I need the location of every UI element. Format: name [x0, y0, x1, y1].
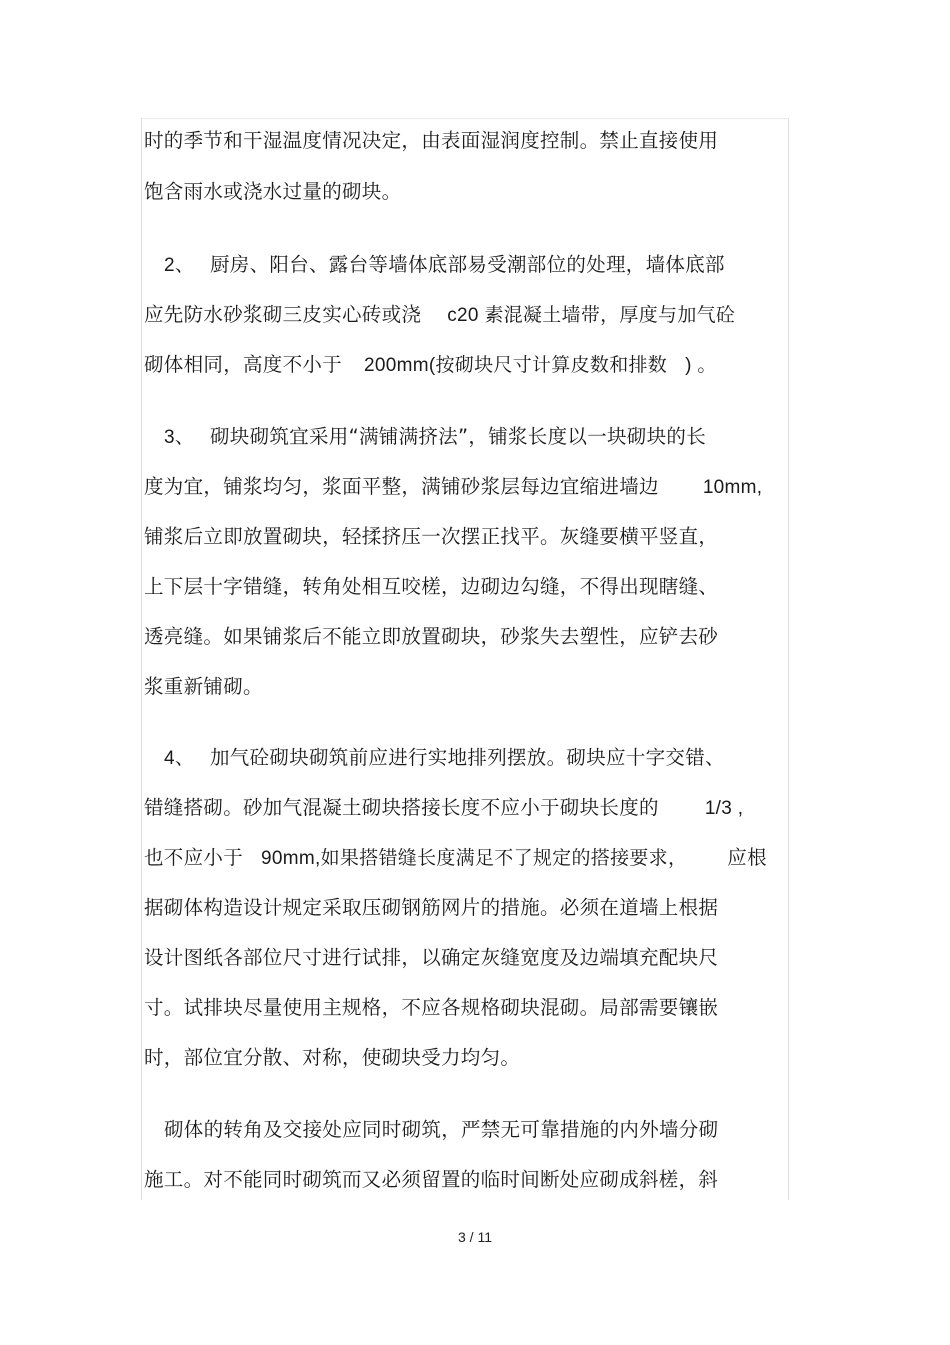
paragraph-4-line-2	[144, 791, 743, 825]
paragraph-2-text: 砌体相同，高度不小于	[144, 353, 343, 376]
paragraph-1-line-1: 时的季节和干湿温度情况决定，由表面湿润度控制。禁止直接使用	[144, 129, 719, 152]
paragraph-2-text: 200mm(按砌块尺寸计算皮数和排数	[364, 355, 668, 376]
paragraph-3-line-2	[144, 470, 762, 504]
paragraph-5-line-1: 砌体的转角及交接处应同时砌筑，严禁无可靠措施的内外墙分砌	[164, 1118, 719, 1141]
paragraph-4-text: 错缝搭砌。砂加气混凝土砌块搭接长度不应小于砌块长度的	[144, 796, 659, 819]
paragraph-2-line-3	[144, 348, 717, 382]
paragraph-2-text: ) 。	[685, 355, 717, 376]
paragraph-5-line-2: 施工。对不能同时砌筑而又必须留置的临时间断处应砌成斜槎，斜	[144, 1168, 719, 1191]
paragraph-4-text: 应根	[727, 846, 767, 869]
paragraph-4-text: 加气砼砌块砌筑前应进行实地排列摆放。砌块应十字交错、	[210, 746, 725, 769]
paragraph-2-text: 应先防水砂浆砌三皮实心砖或浇	[144, 303, 422, 326]
paragraph-4-line-5: 设计图纸各部位尺寸进行试排，以确定灰缝宽度及边端填充配块尺	[144, 946, 719, 969]
paragraph-2-line-1	[164, 248, 725, 282]
item-number: 2、	[164, 255, 195, 276]
paragraph-3-line-3: 铺浆后立即放置砌块，轻揉挤压一次摆正找平。灰缝要横平竖直，	[144, 525, 719, 548]
paragraph-4-line-4: 据砌体构造设计规定采取压砌钢筋网片的措施。必须在道墙上根据	[144, 896, 719, 919]
page-number: 3 / 11	[458, 1229, 492, 1245]
item-number: 3、	[164, 427, 195, 448]
paragraph-3-line-4: 上下层十字错缝，转角处相互咬槎，边砌边勾缝，不得出现瞎缝、	[144, 575, 719, 598]
paragraph-3-text: 砌块砌筑宜采用“满铺满挤法”，铺浆长度以一块砌块的长	[210, 425, 707, 448]
paragraph-3-text: 度为宜，铺浆均匀，浆面平整，满铺砂浆层每边宜缩进墙边	[144, 475, 659, 498]
paragraph-3-line-6: 浆重新铺砌。	[144, 675, 263, 698]
paragraph-4-text: 1/3 ,	[704, 798, 744, 819]
paragraph-3-text: 10mm,	[702, 477, 763, 498]
paragraph-3-line-5: 透亮缝。如果铺浆后不能立即放置砌块，砂浆失去塑性，应铲去砂	[144, 625, 719, 648]
paragraph-4-line-3	[144, 841, 767, 875]
paragraph-3-line-1	[164, 420, 706, 454]
paragraph-2-text: c20 素混凝土墙带，厚度与加气砼	[447, 305, 736, 326]
item-number: 4、	[164, 748, 195, 769]
paragraph-4-text: 也不应小于	[144, 846, 244, 869]
paragraph-1-line-2: 饱含雨水或浇水过量的砌块。	[144, 180, 402, 203]
paragraph-4-line-7: 时，部位宜分散、对称，使砌块受力均匀。	[144, 1046, 521, 1069]
paragraph-2-line-2	[144, 298, 735, 332]
paragraph-4-line-6: 寸。试排块尽量使用主规格，不应各规格砌块混砌。局部需要镶嵌	[144, 996, 719, 1019]
paragraph-4-text: 90mm,如果搭错缝长度满足不了规定的搭接要求，	[261, 848, 688, 869]
paragraph-2-text: 厨房、阳台、露台等墙体底部易受潮部位的处理，墙体底部	[210, 253, 725, 276]
paragraph-4-line-1	[164, 741, 725, 775]
